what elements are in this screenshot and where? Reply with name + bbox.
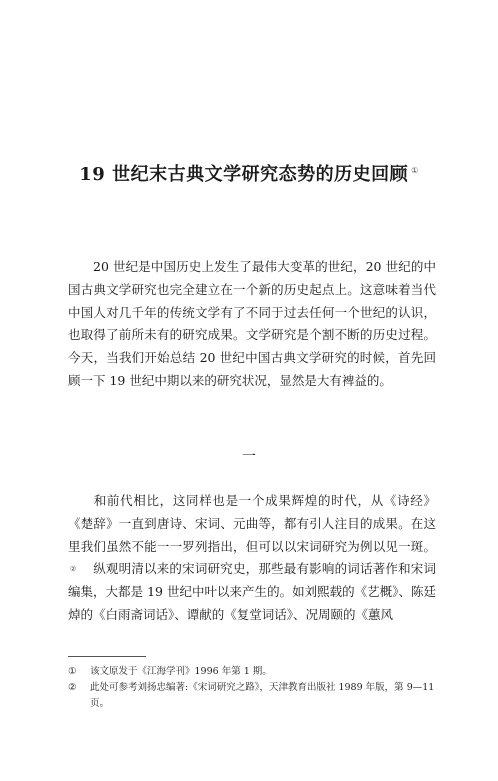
footnote-divider	[68, 656, 146, 657]
body-paragraph-3-text: 纵观明清以来的宋词研究史，那些最有影响的词话著作和宋词编集，大都是 19 世纪中叶以来产生的。如刘熙载的《艺概》、陈廷焯的《白雨斋词话》、谭献的《复堂词话》、况周颐的《蕙风	[68, 561, 436, 622]
footnote-2-mark: ②	[68, 682, 77, 693]
intro-paragraph	[68, 256, 436, 393]
body-paragraph-2-text: 和前代相比，这同样也是一个成果辉煌的时代，从《诗经》《楚辞》一直到唐诗、宋词、元曲等，都有引人注目的成果。在这里我们虽然不能一一罗列指出，但可以以宋词研究为例以见一斑。	[68, 493, 436, 554]
body-paragraph-3	[68, 558, 436, 626]
footnote-1-mark: ①	[68, 666, 77, 677]
section-number: 一	[242, 449, 256, 465]
page-title	[0, 160, 498, 186]
paragraph-2-footnote-ref[interactable]: ②	[70, 565, 77, 574]
title-footnote-ref[interactable]: ①	[411, 166, 419, 176]
footnote-1-text: 该文原发于《江海学刊》1996 年第 1 期。	[90, 666, 272, 677]
title-text: 19 世纪末古典文学研究态势的历史回顾	[79, 164, 409, 186]
footnote-2	[68, 680, 438, 712]
intro-paragraph-text: 20 世纪是中国历史上发生了最伟大变革的世纪，20 世纪的中国古典文学研究也完全建立在一个新的历史起点上。这意味着当代中国人对几千年的传统文学有了不同于过去任何一个世纪的认识，也取得了前所未有的研究成果。文学研究是个割不断的历史过程。今天，当我们开始总结 20 世纪中国古典文学研究的时候，首先回顾一下 19 世纪中期以来的研究状况，显然是大有裨益的。	[68, 259, 436, 388]
footnotes	[68, 664, 438, 712]
footnote-2-text: 此处可参考刘扬忠编著:《宋词研究之路》，天津教育出版社 1989 年版，第 9—11 页。	[90, 682, 435, 709]
footnote-1	[68, 664, 438, 680]
